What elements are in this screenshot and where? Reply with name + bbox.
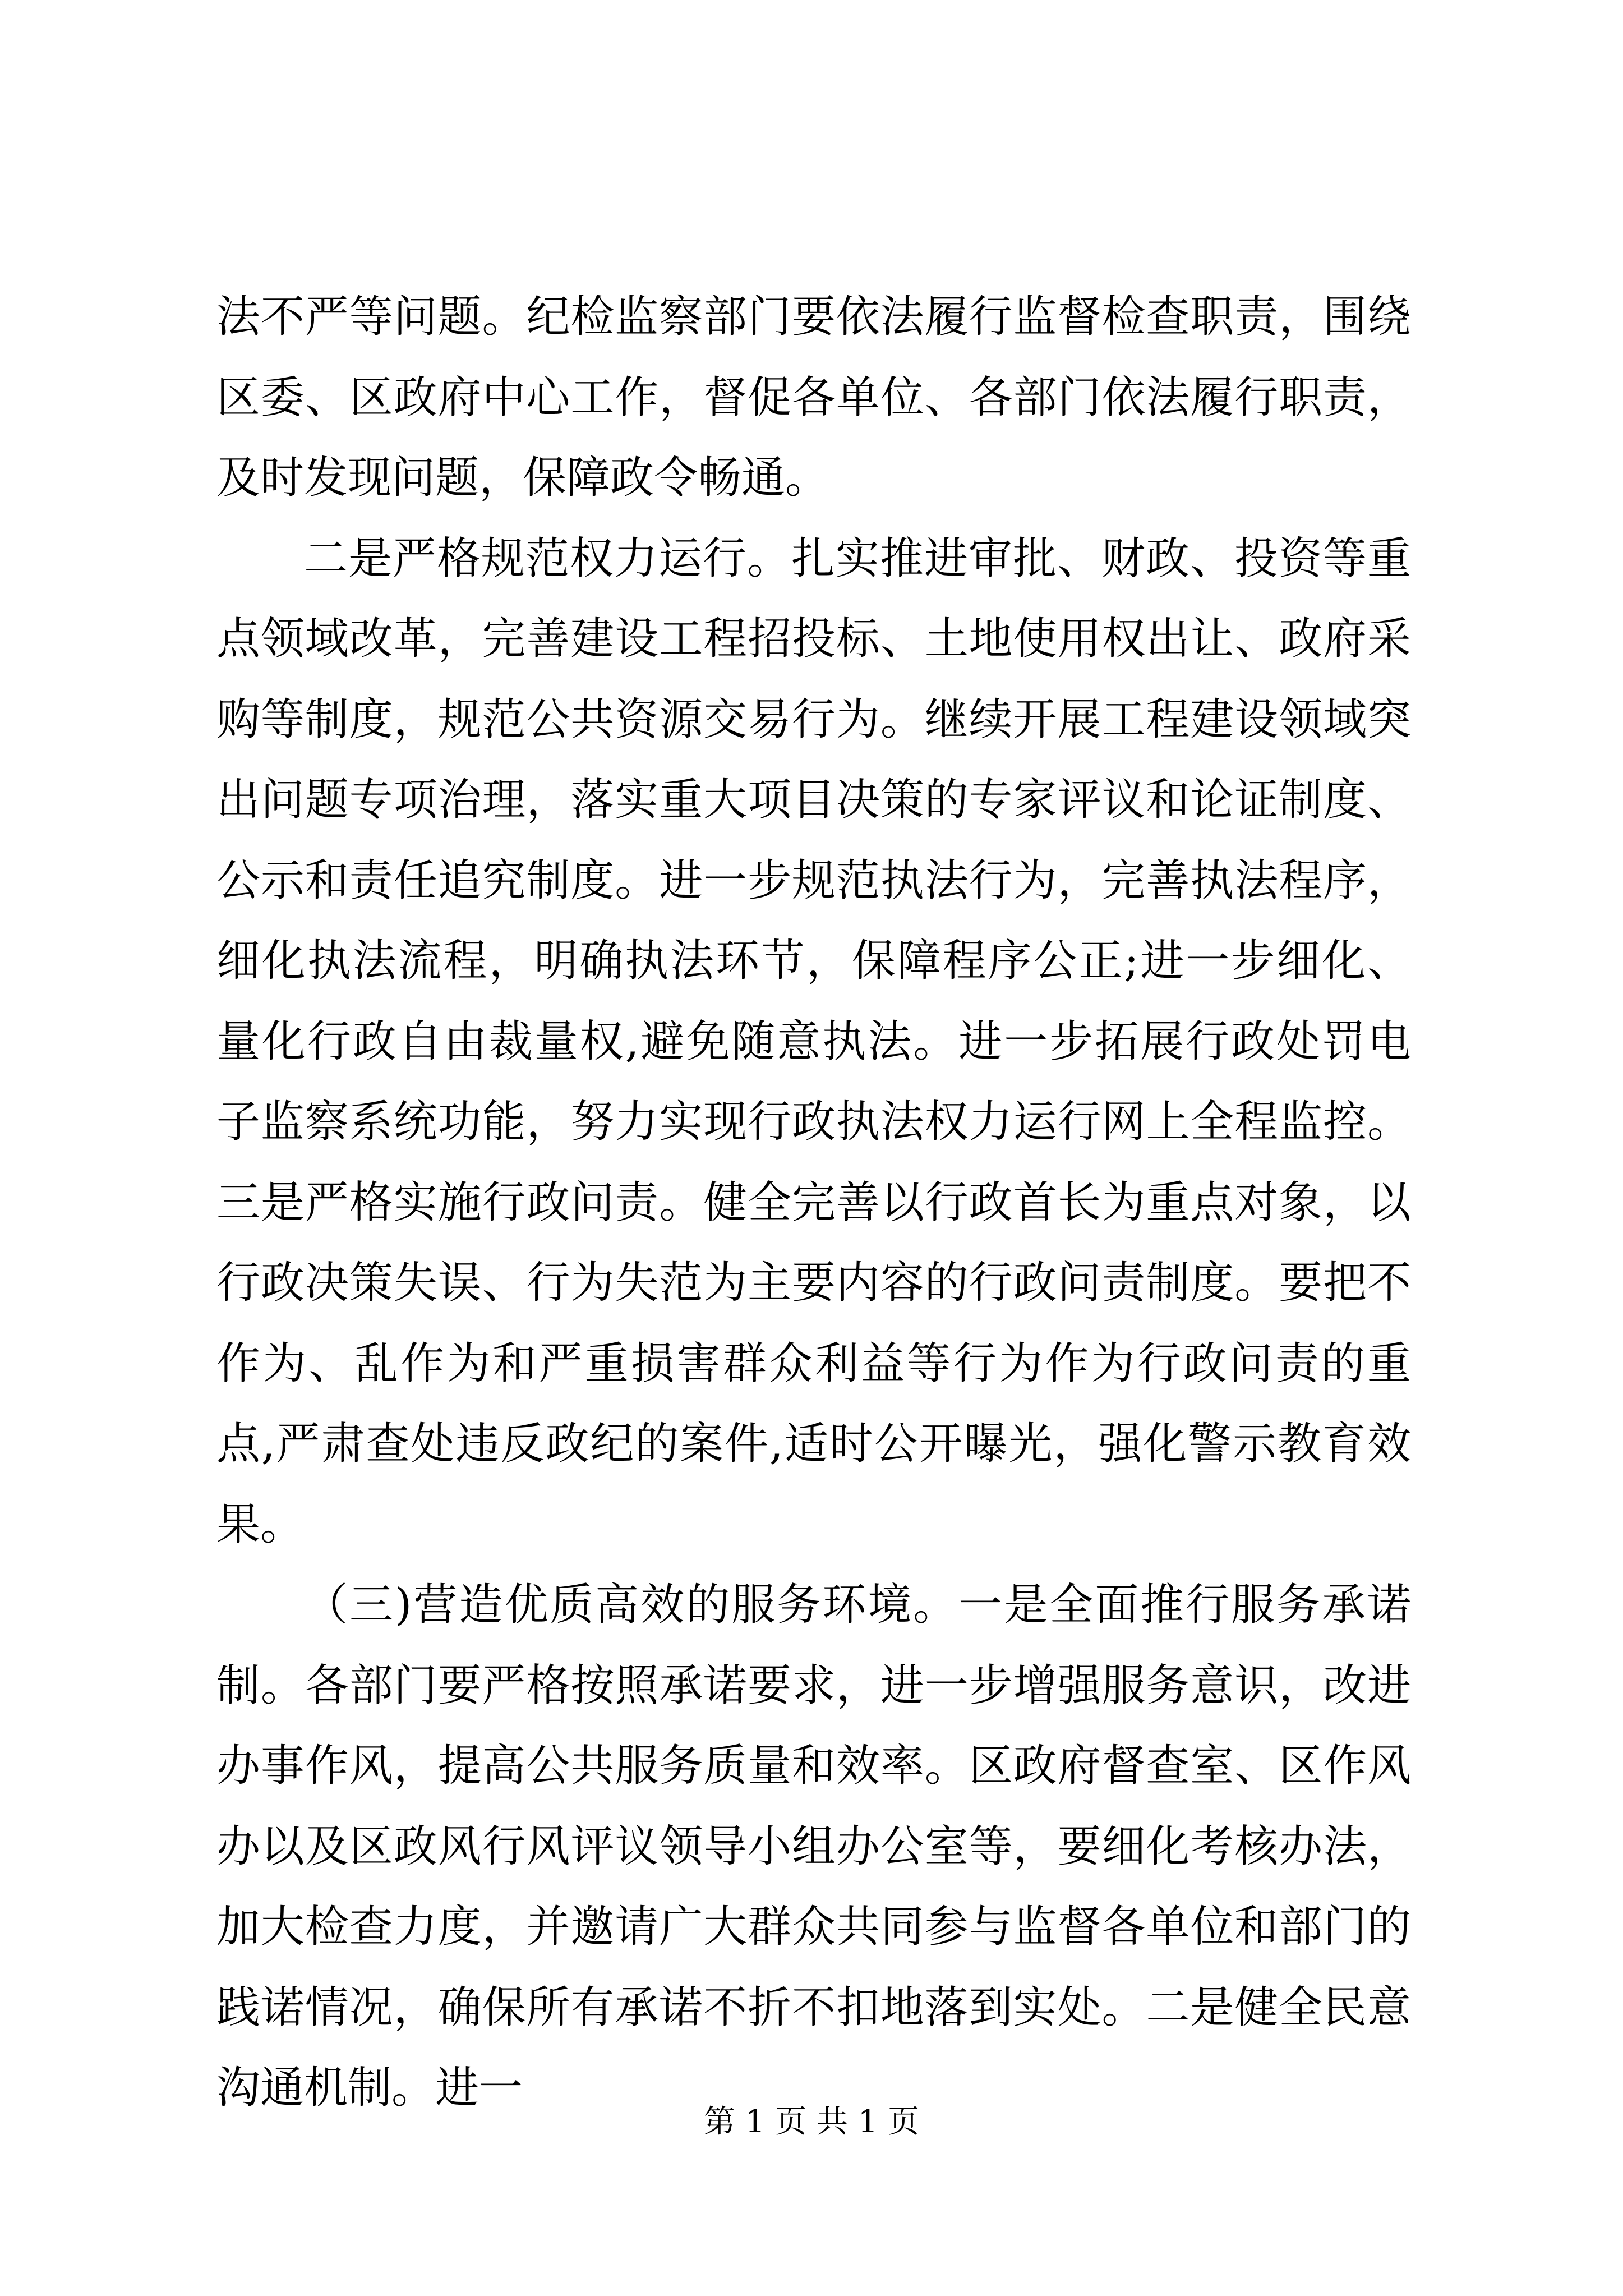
page-footer: 第 1 页 共 1 页	[703, 2104, 920, 2140]
body-text	[216, 277, 1411, 2129]
paragraph-power-regulation: 二是严格规范权力运行。扎实推进审批、财政、投资等重点领域改革，完善建设工程招投标、土地使用权出让、政府采购等制度，规范公共资源交易行为。继续开展工程建设领域突出问题专项治理，落实重大项目决策的专家评议和论证制度、公示和责任追究制度。进一步规范执法行为，完善执法程序，细化执法流程，明确执法环节，保障程序公正;进一步细化、量化行政自由裁量权,避免随意执法。进一步拓展行政处罚电子监察系统功能，努力实现行政执法权力运行网上全程监控。三是严格实施行政问责。健全完善以行政首长为重点对象，以行政决策失误、行为失范为主要内容的行政问责制度。要把不作为、乱作为和严重损害群众利益等行为作为行政问责的重点,严肃查处违反政纪的案件,适时公开曝光，强化警示教育效果。	[216, 533, 1411, 1550]
paragraph-service-environment: （三)营造优质高效的服务环境。一是全面推行服务承诺制。各部门要严格按照承诺要求，进一步增强服务意识，改进办事作风，提高公共服务质量和效率。区政府督查室、区作风办以及区政风行风评议领导小组办公室等，要细化考核办法，加大检查力度，并邀请广大群众共同参与监督各单位和部门的践诺情况，确保所有承诺不折不扣地落到实处。二是健全民意沟通机制。进一	[216, 1580, 1411, 2113]
paragraph-continuation: 法不严等问题。纪检监察部门要依法履行监督检查职责，围绕区委、区政府中心工作，督促各单位、各部门依法履行职责，及时发现问题，保障政令畅通。	[216, 292, 1411, 503]
